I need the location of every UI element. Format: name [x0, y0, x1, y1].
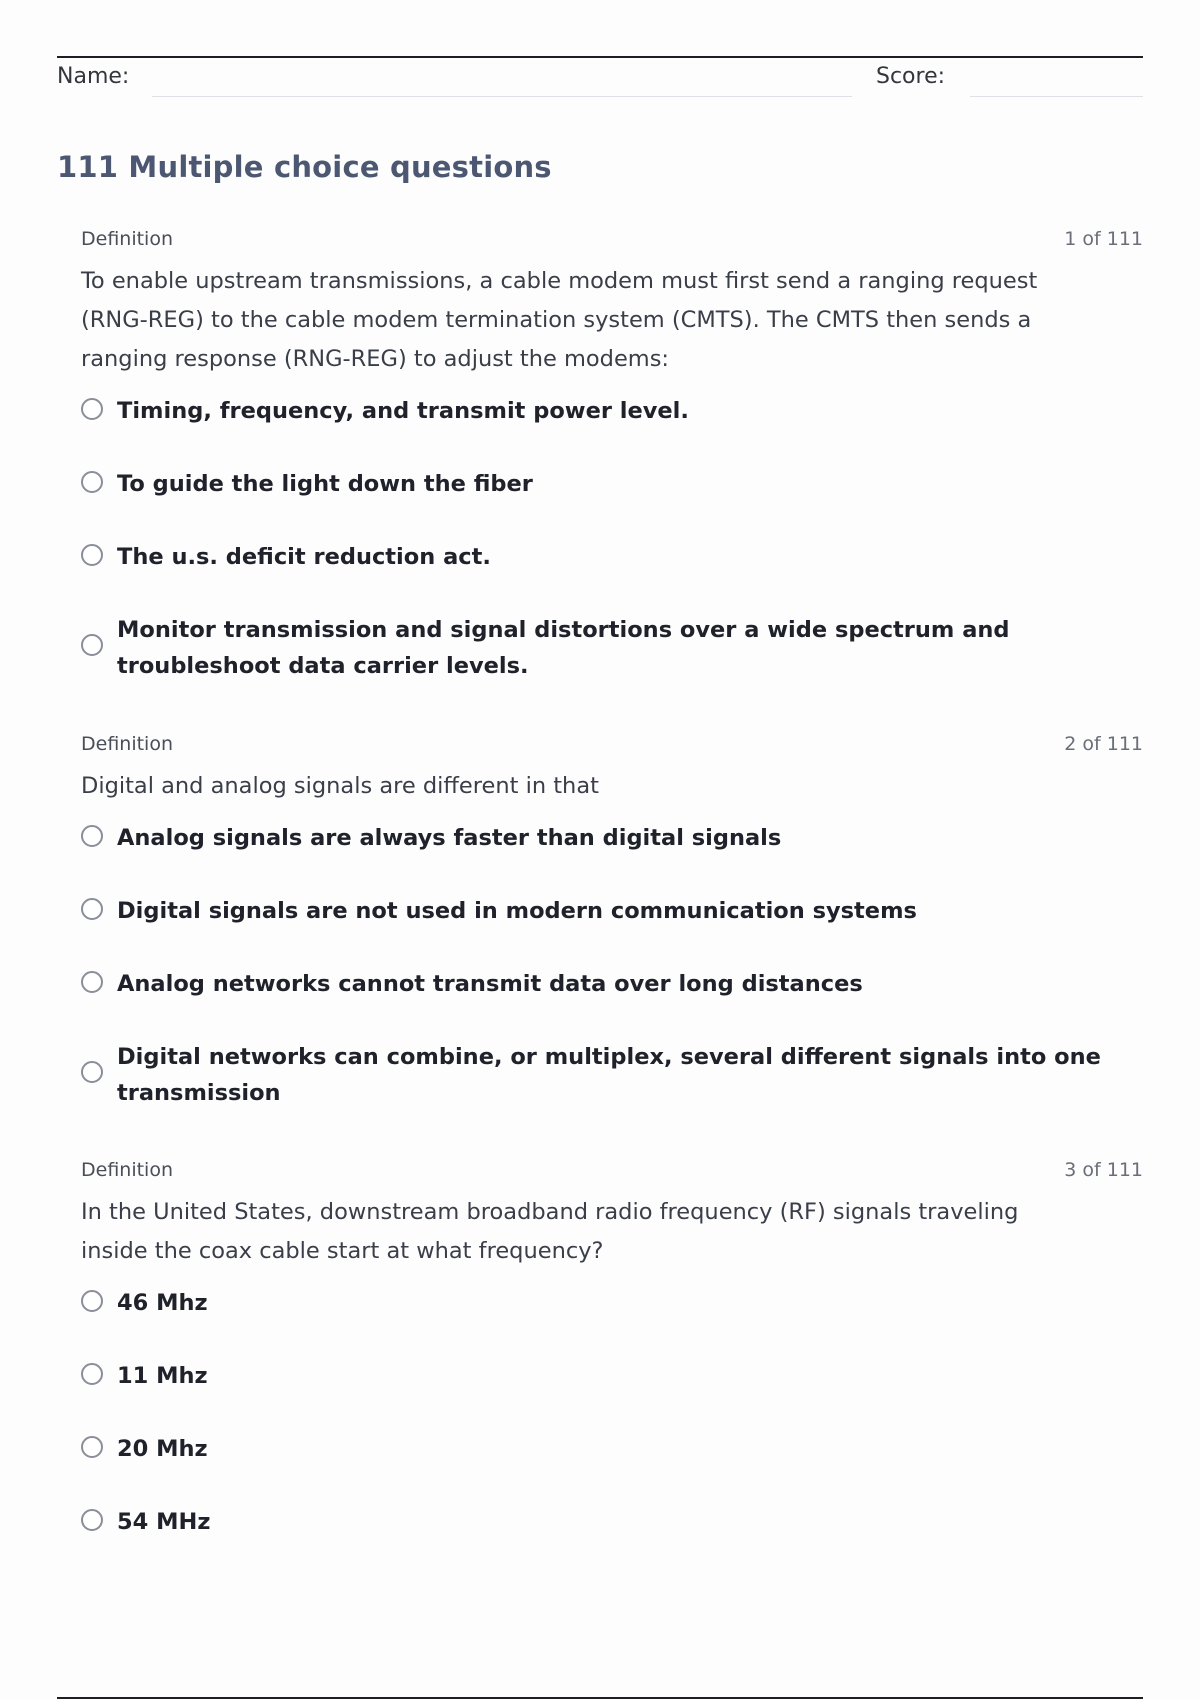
- radio-button[interactable]: [81, 1061, 103, 1083]
- answer-option-label: The u.s. deficit reduction act.: [117, 544, 491, 570]
- answer-options: [81, 389, 1143, 688]
- radio-button[interactable]: [81, 398, 103, 420]
- answer-option[interactable]: [81, 889, 1143, 962]
- answer-option[interactable]: [81, 389, 1143, 462]
- answer-option-label: 11 Mhz: [117, 1363, 208, 1389]
- radio-button[interactable]: [81, 544, 103, 566]
- answer-option-label: Monitor transmission and signal distortions over a wide spectrum and troubleshoot data carrier levels.: [117, 617, 1010, 679]
- question-text: To enable upstream transmissions, a cable modem must first send a ranging request (RNG-REG) to the cable modem termination system (CMTS). The CMTS then sends a ranging response (RNG-REG) to adjust the modems:: [81, 268, 1038, 372]
- question-card: [81, 1159, 1143, 1573]
- name-field[interactable]: [152, 96, 852, 97]
- question-type-label: Definition: [81, 733, 174, 755]
- question-card: [81, 733, 1143, 1115]
- answer-option[interactable]: [81, 1427, 1143, 1500]
- radio-button[interactable]: [81, 1363, 103, 1385]
- question-text: In the United States, downstream broadband radio frequency (RF) signals traveling inside the coax cable start at what frequency?: [81, 1199, 1019, 1264]
- answer-option[interactable]: [81, 1035, 1143, 1115]
- question-type-label: Definition: [81, 1159, 174, 1181]
- worksheet-page: [57, 0, 1143, 1700]
- answer-option-label: Analog signals are always faster than digital signals: [117, 825, 782, 851]
- answer-option-label: Digital networks can combine, or multiplex, several different signals into one transmission: [117, 1044, 1101, 1106]
- answer-option-label: 54 MHz: [117, 1509, 211, 1535]
- radio-button[interactable]: [81, 1509, 103, 1531]
- bottom-divider: [57, 1697, 1143, 1699]
- question-counter: 1 of 111: [1064, 228, 1143, 250]
- radio-button[interactable]: [81, 971, 103, 993]
- answer-option-label: Digital signals are not used in modern communication systems: [117, 898, 917, 924]
- answer-option-label: To guide the light down the fiber: [117, 471, 533, 497]
- answer-option[interactable]: [81, 962, 1143, 1035]
- answer-option-label: Analog networks cannot transmit data over long distances: [117, 971, 863, 997]
- page-title: 111 Multiple choice questions: [57, 150, 552, 184]
- answer-options: [81, 1281, 1143, 1573]
- radio-button[interactable]: [81, 1290, 103, 1312]
- answer-options: [81, 816, 1143, 1115]
- question-counter: 2 of 111: [1064, 733, 1143, 755]
- answer-option[interactable]: [81, 462, 1143, 535]
- answer-option[interactable]: [81, 608, 1143, 688]
- answer-option-label: Timing, frequency, and transmit power level.: [117, 398, 689, 424]
- answer-option[interactable]: [81, 816, 1143, 889]
- answer-option[interactable]: [81, 535, 1143, 608]
- radio-button[interactable]: [81, 1436, 103, 1458]
- radio-button[interactable]: [81, 634, 103, 656]
- answer-option-label: 20 Mhz: [117, 1436, 208, 1462]
- radio-button[interactable]: [81, 825, 103, 847]
- score-label: Score:: [876, 64, 946, 89]
- name-label: Name:: [57, 64, 130, 89]
- score-field[interactable]: [970, 96, 1143, 97]
- answer-option[interactable]: [81, 1281, 1143, 1354]
- question-counter: 3 of 111: [1064, 1159, 1143, 1181]
- answer-option[interactable]: [81, 1500, 1143, 1573]
- radio-button[interactable]: [81, 898, 103, 920]
- answer-option[interactable]: [81, 1354, 1143, 1427]
- answer-option-label: 46 Mhz: [117, 1290, 208, 1316]
- question-card: [81, 228, 1143, 688]
- radio-button[interactable]: [81, 471, 103, 493]
- question-type-label: Definition: [81, 228, 174, 250]
- top-divider: [57, 56, 1143, 58]
- question-text: Digital and analog signals are different in that: [81, 773, 599, 799]
